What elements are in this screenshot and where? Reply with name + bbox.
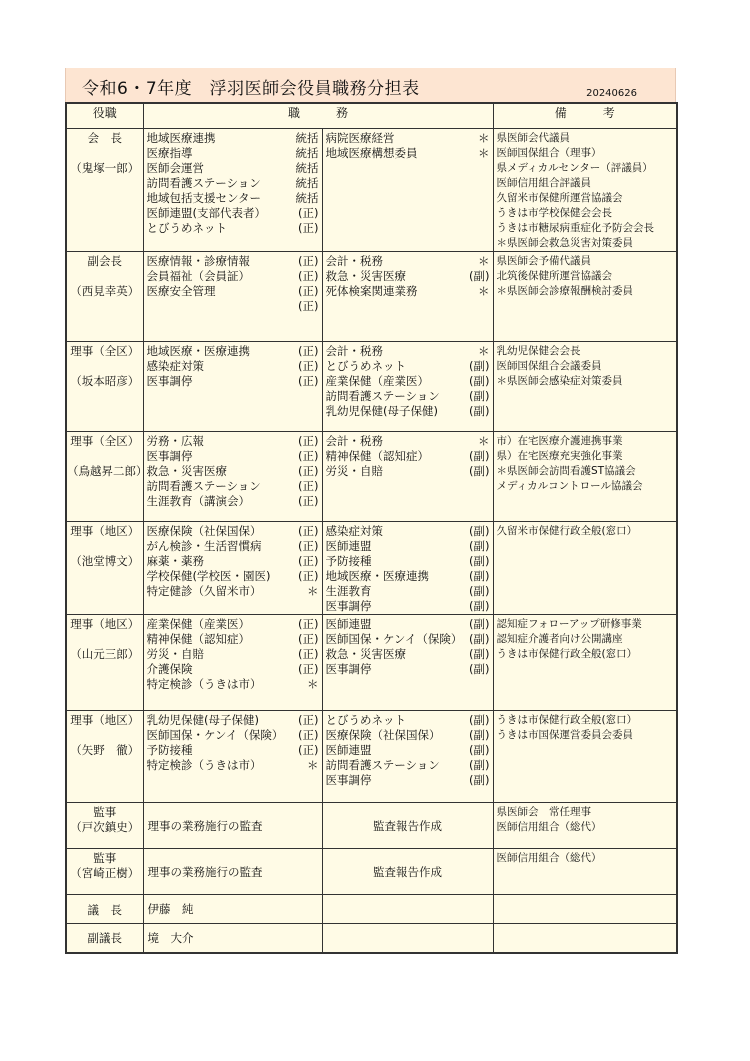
duty-line — [147, 206, 319, 221]
role-title: 議 長 — [66, 895, 143, 924]
duty-line — [326, 524, 490, 539]
duty-mark: (副) — [469, 584, 490, 598]
role-cell — [66, 342, 143, 432]
duty-mark: (副) — [469, 743, 490, 757]
duty-mark: (正) — [298, 728, 319, 742]
role-cell — [66, 432, 148, 522]
officer-name: （矢野 徹） — [70, 743, 140, 757]
role-title: 副会長 — [87, 254, 122, 268]
duty-line — [326, 359, 490, 374]
duty-mark: ＊ — [478, 284, 490, 298]
primary-duties-cell — [143, 129, 322, 252]
duty-name: 労務・広報 — [146, 434, 204, 448]
duty-mark: (副) — [469, 713, 490, 727]
duty-mark: (副) — [469, 599, 490, 613]
officer-name: （鳥越昇二郎） — [67, 464, 148, 478]
remark-line: 認知症フォローアップ研修事業 — [496, 618, 642, 630]
duty-name: 医事調停 — [146, 374, 193, 388]
duty-name: 病院医療経営 — [325, 131, 395, 145]
duty-line — [147, 554, 319, 569]
duty-line — [147, 221, 319, 236]
header-duties: 職 務 — [143, 103, 493, 129]
duty-mark: (正) — [298, 254, 319, 268]
duty-name: 地域医療連携 — [146, 131, 216, 145]
duty-name: 特定健診（久留米市） — [146, 584, 262, 598]
remark-line: 医師国保組合会議委員 — [496, 360, 602, 372]
duty-line — [326, 254, 490, 269]
officer-name: （池堂博文） — [70, 554, 140, 568]
duty-line — [147, 662, 319, 677]
duty-name: 医事調停 — [146, 449, 193, 463]
duty-line — [147, 617, 319, 632]
document-page — [65, 68, 676, 954]
duty-mark: (副) — [469, 758, 490, 772]
duty-line — [326, 404, 490, 419]
duty-name: 訪問看護ステーション — [325, 389, 440, 403]
secondary-duties-cell — [322, 615, 493, 711]
duty-name: 予防接種 — [325, 554, 372, 568]
empty-cell — [493, 895, 677, 924]
officer-row — [66, 129, 677, 252]
duty-line — [147, 494, 319, 509]
duty-line — [326, 554, 490, 569]
duty-mark: ＊ — [307, 584, 319, 598]
role-title: 会 長 — [87, 131, 122, 145]
remark-line: 県医師会予備代議員 — [496, 255, 592, 267]
duty-line — [147, 632, 319, 647]
role-title: 理事（全区） — [70, 434, 140, 448]
duty-name: 医事調停 — [325, 662, 372, 676]
officer-name: （宮崎正樹） — [70, 866, 140, 880]
remarks-cell — [493, 252, 677, 342]
duty-mark: (正) — [298, 464, 319, 478]
secondary-duties-cell — [322, 252, 493, 342]
duty-mark: (正) — [298, 539, 319, 553]
duty-mark: (正) — [298, 299, 319, 313]
duty-mark: ＊ — [307, 677, 319, 691]
officer-name: （戸次鎮史） — [70, 820, 140, 834]
duty-name: 地域医療・医療連携 — [325, 569, 429, 583]
primary-duties-cell — [143, 522, 322, 615]
table-header-row — [66, 103, 677, 129]
duty-name: 精神保健（認知症） — [325, 449, 429, 463]
duty-line — [326, 449, 490, 464]
duty-line — [326, 713, 490, 728]
duty-name: 生涯教育（講演会） — [146, 494, 250, 508]
duty-name: 地域医療・医療連携 — [146, 344, 250, 358]
duty-name: 医師連盟 — [325, 743, 372, 757]
remarks-cell — [493, 711, 677, 803]
duty-name: 医療保険（社保国保） — [146, 524, 262, 538]
role-title: 理事（全区） — [70, 344, 140, 358]
secondary-duties-cell — [322, 129, 493, 252]
remark-line: 医師信用組合（総代） — [496, 852, 602, 864]
duty-mark: (正) — [298, 269, 319, 283]
duty-line — [147, 434, 319, 449]
remark-line: うきは市保健行政全般(窓口） — [496, 714, 638, 726]
duty-mark: (正) — [298, 569, 319, 583]
duty-name: とびうめネット — [325, 713, 406, 727]
duty-line — [326, 389, 490, 404]
officer-name: 境 大介 — [143, 924, 322, 953]
primary-duties-cell — [143, 252, 322, 342]
duty-name: 会計・税務 — [325, 344, 383, 358]
duty-name: 産業保健（産業医） — [146, 617, 250, 631]
duty-mark: (正) — [298, 554, 319, 568]
duty-name: 医師国保・ケンイ（保険） — [325, 632, 463, 646]
duty-line — [326, 599, 490, 614]
duty-line — [326, 584, 490, 599]
remarks-cell — [493, 803, 677, 849]
duty-name: 訪問看護ステーション — [146, 176, 261, 190]
duty-line — [147, 479, 319, 494]
duty-mark: (正) — [298, 617, 319, 631]
duty-mark: (正) — [298, 662, 319, 676]
role-cell — [66, 129, 143, 252]
document-date: 20240626 — [586, 88, 637, 99]
duty-mark: (副) — [469, 374, 490, 388]
duty-line — [326, 464, 490, 479]
duty-name: 地域包括支援センター — [146, 191, 262, 205]
duty-name: 麻薬・薬務 — [146, 554, 204, 568]
remark-line: うきは市国保運営委員会委員 — [496, 729, 634, 741]
duty-line — [326, 773, 490, 788]
remark-line: 医師信用組合評議員 — [496, 177, 592, 189]
role-cell — [66, 522, 143, 615]
officer-name: 伊藤 純 — [143, 895, 322, 924]
duty-mark: (正) — [298, 479, 319, 493]
remarks-cell — [493, 432, 677, 522]
officer-row — [66, 342, 677, 432]
duty-line — [326, 758, 490, 773]
duty-line — [147, 569, 319, 584]
role-title: 副議長 — [66, 924, 143, 953]
duty-name: とびうめネット — [146, 221, 227, 235]
duty-mark: (正) — [298, 449, 319, 463]
duty-mark: (副) — [469, 617, 490, 631]
duty-name: 特定検診（うきは市） — [146, 677, 262, 691]
duty-name: 医療情報・診療情報 — [146, 254, 250, 268]
duty-line — [147, 524, 319, 539]
duty-mark: (正) — [298, 434, 319, 448]
duty-mark: (副) — [469, 269, 490, 283]
secondary-duties-cell — [322, 522, 493, 615]
duty-mark: 統括 — [295, 176, 319, 190]
duty-name: 精神保健（認知症） — [146, 632, 250, 646]
duty-line — [326, 284, 490, 299]
audit-report: 監査報告作成 — [322, 849, 493, 895]
audit-report: 監査報告作成 — [322, 803, 493, 849]
duty-name: 医療保険（社保国保） — [325, 728, 441, 742]
duty-line — [147, 647, 319, 662]
duty-line — [326, 728, 490, 743]
duty-mark: (正) — [298, 284, 319, 298]
duty-name: 学校保健(学校医・園医) — [146, 569, 271, 583]
duty-mark: ＊ — [478, 434, 490, 448]
duty-line — [147, 284, 319, 299]
duty-line — [147, 191, 319, 206]
auditor-row — [66, 849, 677, 895]
remarks-cell — [493, 342, 677, 432]
duty-name: 医事調停 — [325, 773, 372, 787]
duty-name: 感染症対策 — [146, 359, 204, 373]
duty-mark: (副) — [469, 773, 490, 787]
duty-line — [326, 662, 490, 677]
role-cell — [66, 615, 143, 711]
audit-duty: 理事の業務施行の監査 — [143, 803, 322, 849]
role-title: 理事（地区） — [70, 524, 140, 538]
duty-line — [326, 617, 490, 632]
duty-name: 医師連盟 — [325, 539, 372, 553]
header-remarks: 備 考 — [493, 103, 677, 129]
duty-mark: (副) — [469, 404, 490, 418]
duty-name: 救急・災害医療 — [325, 647, 406, 661]
duty-mark: (副) — [469, 554, 490, 568]
duty-table — [65, 102, 678, 954]
role-cell — [66, 711, 143, 803]
role-cell — [66, 849, 143, 895]
duty-mark: (正) — [298, 647, 319, 661]
duty-line — [326, 146, 490, 161]
officer-name: （坂本昭彦） — [70, 374, 140, 388]
primary-duties-cell — [143, 711, 322, 803]
remark-line: うきは市糖尿病重症化予防会会長 — [496, 222, 655, 234]
duty-line — [326, 743, 490, 758]
duty-name: 地域医療構想委員 — [325, 146, 418, 160]
secondary-duties-cell — [322, 711, 493, 803]
duty-line — [147, 758, 319, 773]
duty-mark: (正) — [298, 494, 319, 508]
remark-line: 久留米市保健所運営協議会 — [496, 192, 623, 204]
duty-mark: (正) — [298, 743, 319, 757]
duty-name: 感染症対策 — [325, 524, 383, 538]
duty-name: 医療指導 — [146, 146, 193, 160]
duty-mark: 統括 — [295, 131, 319, 145]
duty-mark: ＊ — [478, 344, 490, 358]
duty-name: 予防接種 — [146, 743, 193, 757]
duty-line — [147, 146, 319, 161]
role-cell — [66, 252, 143, 342]
role-title: 監事 — [93, 851, 117, 865]
duty-name: 救急・災害医療 — [325, 269, 406, 283]
duty-line — [326, 434, 490, 449]
primary-duties-cell — [143, 342, 322, 432]
duty-mark: (副) — [469, 449, 490, 463]
duty-mark: 統括 — [295, 191, 319, 205]
duty-line — [326, 569, 490, 584]
duty-name: 介護保険 — [146, 662, 193, 676]
duty-mark: (正) — [298, 374, 319, 388]
remark-line: ＊県医師会感染症対策委員 — [496, 375, 623, 387]
secondary-duties-cell — [322, 342, 493, 432]
duty-name: 労災・自賠 — [146, 647, 204, 661]
duty-mark: (副) — [469, 359, 490, 373]
duty-name: 産業保健（産業医） — [325, 374, 429, 388]
duty-mark: (副) — [469, 647, 490, 661]
duty-line — [147, 728, 319, 743]
officer-row — [66, 252, 677, 342]
officer-name: （鬼塚一郎） — [70, 161, 140, 175]
duty-line — [147, 464, 319, 479]
duty-name: とびうめネット — [325, 359, 406, 373]
header-role: 役職 — [66, 103, 143, 129]
officer-name: （山元三郎） — [70, 647, 140, 661]
remark-line: メディカルコントロール協議会 — [496, 480, 643, 492]
duty-mark: (正) — [298, 221, 319, 235]
remark-line: 乳幼児保健会会長 — [496, 345, 581, 357]
duty-line — [147, 677, 319, 692]
officer-row — [66, 615, 677, 711]
remark-line: ＊県医師会診療報酬検討委員 — [496, 285, 634, 297]
officer-row — [66, 432, 677, 522]
duty-mark: ＊ — [478, 146, 490, 160]
title-bar — [65, 68, 676, 102]
duty-name: 訪問看護ステーション — [146, 479, 261, 493]
duty-name: 会員福祉（会員証） — [146, 269, 250, 283]
duty-mark: (正) — [298, 206, 319, 220]
remark-line: 認知症介護者向け公開講座 — [496, 633, 623, 645]
duty-line — [147, 359, 319, 374]
remark-line: うきは市保健行政全般(窓口） — [496, 648, 638, 660]
duty-mark: 統括 — [295, 146, 319, 160]
audit-duty: 理事の業務施行の監査 — [143, 849, 322, 895]
remark-line: 県医師会代議員 — [496, 132, 571, 144]
duty-name: 乳幼児保健(母子保健) — [325, 404, 438, 418]
duty-mark: (正) — [298, 524, 319, 538]
duty-name: 会計・税務 — [325, 434, 383, 448]
duty-name: 訪問看護ステーション — [325, 758, 440, 772]
empty-cell — [322, 924, 493, 953]
role-title: 理事（地区） — [70, 617, 140, 631]
remark-line: 県メディカルセンター（評議員） — [496, 162, 653, 174]
duty-line — [326, 539, 490, 554]
duty-mark: ＊ — [478, 254, 490, 268]
duty-name: 生涯教育 — [325, 584, 372, 598]
duty-line — [147, 344, 319, 359]
remark-line: 県医師会 常任理事 — [496, 806, 592, 818]
duty-name: 医師会運営 — [146, 161, 204, 175]
remark-line: 市）在宅医療介護連携事業 — [496, 435, 623, 447]
duty-mark: (副) — [469, 569, 490, 583]
remark-line: 医師国保組合（理事） — [496, 147, 602, 159]
duty-mark: (正) — [298, 344, 319, 358]
duty-mark: (正) — [298, 632, 319, 646]
remark-line: 医師信用組合（総代） — [496, 821, 602, 833]
duty-name: 死体検案関連業務 — [325, 284, 418, 298]
duty-mark: ＊ — [478, 131, 490, 145]
remark-line: 北筑後保健所運営協議会 — [496, 270, 613, 282]
duty-line — [147, 539, 319, 554]
duty-line — [147, 176, 319, 191]
duty-name: 特定検診（うきは市） — [146, 758, 262, 772]
duty-line — [326, 647, 490, 662]
duty-mark: (副) — [469, 632, 490, 646]
duty-mark: (正) — [298, 713, 319, 727]
duty-mark: 統括 — [295, 161, 319, 175]
duty-line — [147, 131, 319, 146]
primary-duties-cell — [143, 615, 322, 711]
duty-line — [147, 584, 319, 599]
remarks-cell — [493, 615, 677, 711]
duty-mark: (正) — [298, 359, 319, 373]
duty-line — [326, 269, 490, 284]
officer-name: （西見幸英） — [70, 284, 140, 298]
secondary-duties-cell — [322, 432, 493, 522]
remark-line: 久留米市保健行政全般(窓口） — [496, 525, 638, 537]
remark-line: 県）在宅医療充実強化事業 — [496, 450, 623, 462]
duty-line — [147, 743, 319, 758]
duty-mark: (副) — [469, 728, 490, 742]
remark-line: ＊県医師会救急災害対策委員 — [496, 237, 634, 249]
duty-mark: (副) — [469, 539, 490, 553]
duty-mark: (副) — [469, 524, 490, 538]
duty-line — [147, 713, 319, 728]
duty-mark: (副) — [469, 464, 490, 478]
duty-line — [147, 449, 319, 464]
duty-name: 乳幼児保健(母子保健) — [146, 713, 259, 727]
duty-line — [326, 344, 490, 359]
duty-name: 医師連盟(支部代表者） — [146, 206, 266, 220]
role-cell — [66, 803, 143, 849]
duty-mark: ＊ — [307, 758, 319, 772]
empty-cell — [493, 924, 677, 953]
duty-name: がん検診・生活習慣病 — [146, 539, 262, 553]
duty-line — [147, 254, 319, 269]
duty-name: 労災・自賠 — [325, 464, 383, 478]
duty-name: 救急・災害医療 — [146, 464, 227, 478]
duty-name: 医療安全管理 — [146, 284, 216, 298]
duty-line — [147, 269, 319, 284]
duty-mark: (副) — [469, 662, 490, 676]
chair-row — [66, 895, 677, 924]
empty-cell — [322, 895, 493, 924]
duty-line — [326, 131, 490, 146]
primary-duties-cell — [143, 432, 322, 522]
duty-mark: (副) — [469, 389, 490, 403]
duty-line — [326, 374, 490, 389]
chair-row — [66, 924, 677, 953]
duty-name: 医事調停 — [325, 599, 372, 613]
duty-line — [147, 299, 319, 314]
role-title: 監事 — [93, 805, 117, 819]
duty-name: 会計・税務 — [325, 254, 383, 268]
duty-name: 医師国保・ケンイ（保険） — [146, 728, 284, 742]
officer-row — [66, 522, 677, 615]
role-title: 理事（地区） — [70, 713, 140, 727]
duty-line — [147, 161, 319, 176]
remark-line: うきは市学校保健会会長 — [496, 207, 613, 219]
page-title: 令和6・7年度 浮羽医師会役員職務分担表 — [82, 79, 420, 99]
remarks-cell — [493, 522, 677, 615]
remark-line: ＊県医師会訪問看護ST協議会 — [496, 465, 636, 477]
auditor-row — [66, 803, 677, 849]
officer-row — [66, 711, 677, 803]
remarks-cell — [493, 129, 677, 252]
remarks-cell — [493, 849, 677, 895]
duty-line — [147, 374, 319, 389]
duty-line — [326, 632, 490, 647]
duty-name: 医師連盟 — [325, 617, 372, 631]
